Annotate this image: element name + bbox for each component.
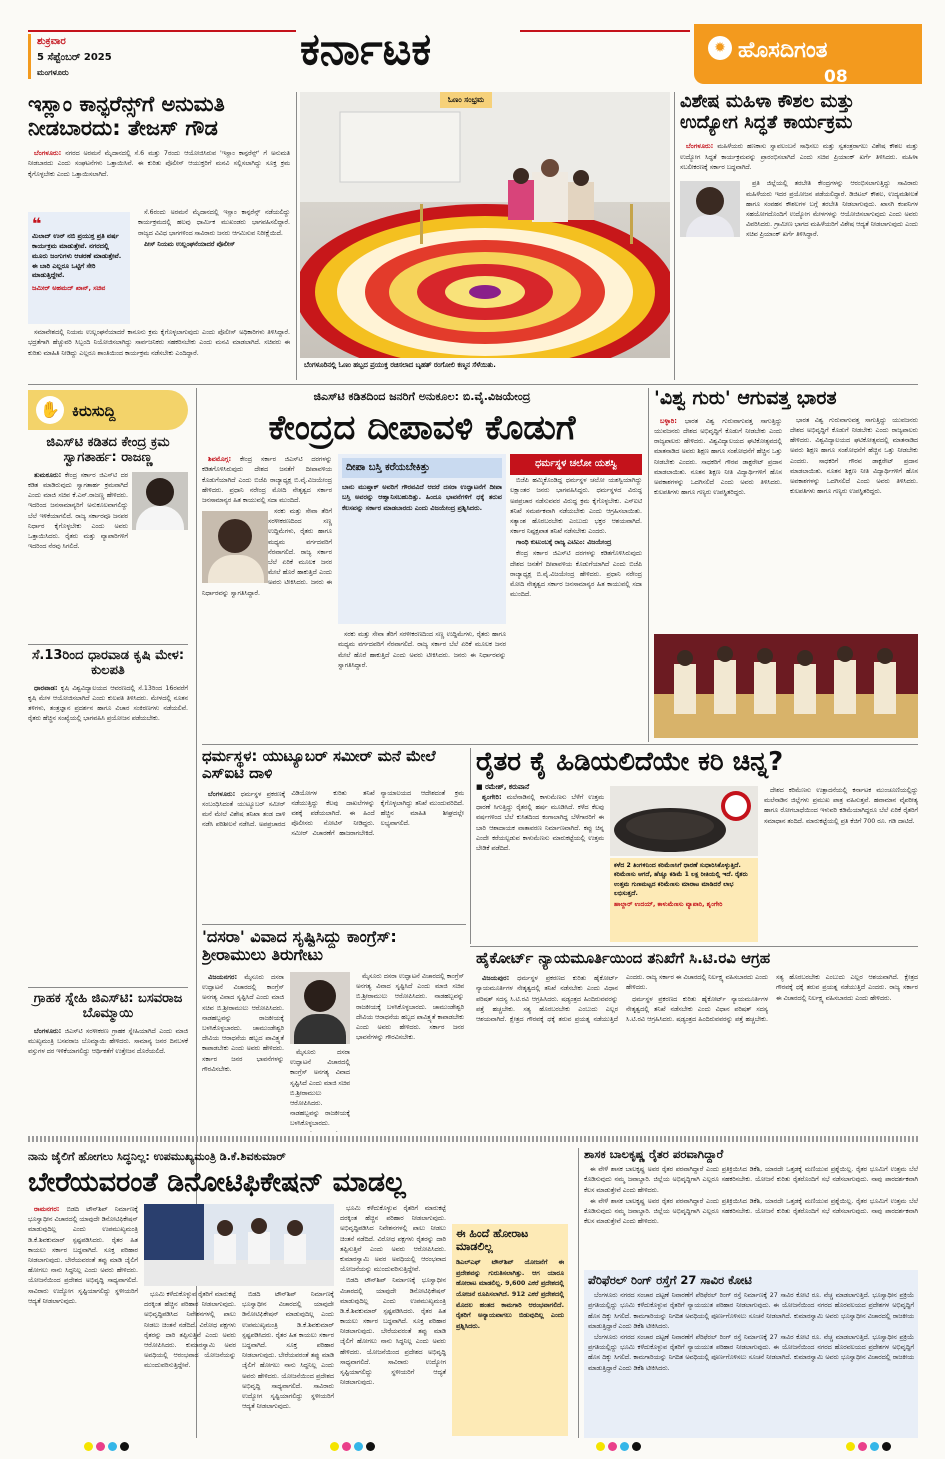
dateline: ಬೆಂಗಳೂರು: [34, 1026, 62, 1035]
minister-photo [680, 181, 740, 237]
person-icon [146, 478, 174, 506]
body-text: ಕೇಂದ್ರ ಸರ್ಕಾರ ಜಿಎಸ್‌ಟಿ ದರ ಕಡಿತ ಮಾಡಿರುವುದು ಸ್ವಾಗತಾರ್ಹ ಕ್ರಮವಾಗಿದೆ ಎಂದು ಮಾಜಿ ಸಚಿವ ಕೆ.ಎನ್.ರಾಜಣ್ಣ ಹೇಳಿದರು. ಇದರಿಂದ ಜನಸಾಮಾನ್ಯರಿಗೆ ಅನುಕೂಲವಾಗಲಿದ್ದು ಬೆಲೆ ಇಳಿಕೆಯಾಗಲಿದೆ. ರಾಜ್ಯ ಸರ್ಕಾರವೂ ಜನಪರ ನಿರ್ಧಾರ ಕೈಗೊಳ್ಳಬೇಕು ಎಂದು ಅವರು ಒತ್ತಾಯಿಸಿದರು. ರೈತರು ಮತ್ತು ವ್ಯಾಪಾರಿಗಳಿಗೆ ಇದರಿಂದ ನೆರವು ಸಿಗಲಿದೆ. [28, 471, 128, 551]
masthead-rule-left [28, 30, 296, 32]
dateline: ಬೆಂಗಳೂರು: [208, 789, 236, 798]
lead-columns [202, 454, 642, 734]
registration-marks-far-right [846, 1442, 906, 1454]
article-islam-conference [28, 92, 290, 382]
dateline: ವಿಜಯನಗರ: [208, 973, 238, 981]
body-text: ನಗರದ ಅರಮನೆ ಮೈದಾನದಲ್ಲಿ ಸೆ.6 ಮತ್ತು 7ರಂದು ಆಯೋಜಿಸಿರುವ 'ಇಸ್ಲಾಂ ಕಾನ್ಫರೆನ್ಸ್' ಗೆ ಅನುಮತಿ ನೀಡಬಾರದು ಎಂದು ಸಂಘಟನೆಗಳು ಒತ್ತಾಯಿಸಿವೆ. ಈ ಕುರಿತು ಪೊಲೀಸ್ ಆಯುಕ್ತರಿಗೆ ಮನವಿ ಸಲ್ಲಿಸಲಾಗಿದ್ದು ಸೂಕ್ತ ಕ್ರಮ ಕೈಗೊಳ್ಳಬೇಕು ಎಂದು ಒತ್ತಾಯಿಸಲಾಗಿದೆ. [28, 150, 290, 178]
article-col-4 [340, 1204, 446, 1436]
body-text: ಸಮಾವೇಶದಲ್ಲಿ ನಿಯಮ ಉಲ್ಲಂಘನೆಯಾದರೆ ಕಾನೂನು ಕ್ರಮ ಕೈಗೊಳ್ಳಲಾಗುವುದು ಎಂದು ಪೊಲೀಸ್ ಅಧಿಕಾರಿಗಳು ತಿಳಿಸಿದ್ದಾರೆ. ಭದ್ರತೆಗಾಗಿ ಹೆಚ್ಚುವರಿ ಸಿಬ್ಬಂದಿ ನಿಯೋಜಿಸಲಾಗಿದ್ದು ಸಾರ್ವಜನಿಕರು ಸಹಕರಿಸಬೇಕು ಎಂದು ಮನವಿ ಮಾಡಲಾಗಿದೆ. ಸಚಿವರು ಈ ಕುರಿತು ಮಾಹಿತಿ ನೀಡಿದ್ದು ಎಲ್ಲರೂ ಶಾಂತಿಯಿಂದ ಕಾರ್ಯಕ್ರಮ ನಡೆಸಬೇಕು ಎಂದಿದ್ದಾರೆ. [28, 329, 290, 357]
box-body: ಡಿಎಲ್ಎಫ್ ಟೌನ್‌ಶಿಪ್ ಯೋಜನೆಗೆ ಈ ಪ್ರದೇಶವನ್ನು ಗುರುತಿಸಲಾಗಿತ್ತು. ಆಗ ಯಾರೂ ಹೋರಾಟ ಮಾಡಲಿಲ್ಲ. 9,600 ಎಕರೆ ಪ್ರದೇಶದಲ್ಲಿ ಯೋಜನೆ ರೂಪಿಸಲಾಗಿದೆ. 912 ಎಕರೆ ಪ್ರದೇಶದಲ್ಲಿ ಮೊದಲ ಹಂತದ ಕಾಮಗಾರಿ ಆರಂಭವಾಗಲಿದೆ. ರೈತರಿಗೆ ಅನ್ಯಾಯವಾಗಲು ಬಿಡುವುದಿಲ್ಲ ಎಂದು ಪ್ರಶ್ನಿಸಿದರು. [456, 1258, 564, 1330]
divider [28, 987, 188, 988]
body-text: ಸರಕು ಮತ್ತು ಸೇವಾ ತೆರಿಗೆ ಸರಳೀಕರಣದಿಂದ ಸಣ್ಣ ಉದ್ದಿಮೆಗಳು, ರೈತರು ಹಾಗೂ ಮಧ್ಯಮ ವರ್ಗದವರಿಗೆ ನೆರವಾಗಲಿದೆ. ರಾಜ್ಯ ಸರ್ಕಾರ ಬೆಲೆ ಏರಿಕೆ ಮೂಲಕ ಜನರ ಮೇಲೆ ಹೊರೆ ಹಾಕುತ್ತಿದೆ ಎಂದು ಅವರು ಟೀಕಿಸಿದರು. ಜನರು ಈ ನಿರ್ಧಾರವನ್ನು ಸ್ವಾಗತಿಸಿದ್ದಾರೆ. [202, 508, 332, 597]
subhead: ಗಾಂಧಿ ಕುಟುಂಬಕ್ಕೆ ರಾಜ್ಯ ಎಟಿಎಂ: ವಿಜಯೇಂದ್ರ [516, 539, 612, 547]
quote-box [28, 212, 130, 324]
masthead-city: ಮಂಗಳೂರು [37, 68, 69, 77]
brand-badge [694, 24, 922, 87]
masthead-rule-right [520, 30, 690, 32]
divider [296, 92, 297, 380]
side-box [452, 1224, 568, 1436]
body-text: ಕೇಂದ್ರ ಸರ್ಕಾರ ಜಿಎಸ್‌ಟಿ ದರಗಳನ್ನು ಕಡಿತಗೊಳಿಸಿರುವುದು ದೇಶದ ಜನತೆಗೆ ದೀಪಾವಳಿಯ ಕೊಡುಗೆಯಾಗಿದೆ ಎಂದು ಬಿಜೆಪಿ ರಾಜ್ಯಾಧ್ಯಕ್ಷ ಬಿ.ವೈ.ವಿಜಯೇಂದ್ರ ಹೇಳಿದರು. ಪ್ರಧಾನಿ ನರೇಂದ್ರ ಮೋದಿ ನೇತೃತ್ವದ ಸರ್ಕಾರ ಜನಸಾಮಾನ್ಯರ ಹಿತ ಕಾಯುವಲ್ಲಿ ಸದಾ ಮುಂದಿದೆ. [510, 550, 642, 599]
body-text: ಮಲೆನಾಡಿನಲ್ಲಿ ಕಾಳುಮೆಣಸು ಬೆಳೆಗೆ ಉತ್ತಮ ಧಾರಣೆ ಸಿಗುತ್ತಿದ್ದು ರೈತರಲ್ಲಿ ಹರ್ಷ ಮೂಡಿಸಿದೆ. ಕಳೆದ ಕೆಲವು ವರ್ಷಗಳಿಂದ ಬೆಲೆ ಕುಸಿತದಿಂದ ಕಂಗಾಲಾಗಿದ್ದ ಬೆಳೆಗಾರರಿಗೆ ಈ ಬಾರಿ ಆಶಾದಾಯಕ ವಾತಾವರಣ ನಿರ್ಮಾಣವಾಗಿದೆ. ಕಪ್ಪು ಚಿನ್ನ ಎಂದೇ ಕರೆಯಲ್ಪಡುವ ಕಾಳುಮೆಣಸು ಮಾರುಕಟ್ಟೆಯಲ್ಲಿ ಉತ್ತಮ ಬೇಡಿಕೆ ಪಡೆದಿದೆ. [476, 794, 604, 852]
person-icon [304, 980, 336, 1012]
subhead: ಪೀಸ್ ನಿಯಮ ಉಲ್ಲಂಘನೆಯಾದರೆ ಪೊಲೀಸ್ [144, 240, 235, 248]
article-col-1 [28, 1204, 138, 1436]
article-body [680, 141, 918, 179]
article-body-2 [746, 179, 918, 369]
dateline: ಶಿವಮೊಗ್ಗ: [208, 455, 232, 464]
quote-author: ಹಾಲ್ದಾರ್ ಉದಯ್, ಕಾಳುಮೆಣಸು ವ್ಯಾಪಾರಿ, ಶೃಂಗೇರಿ [614, 901, 723, 909]
person-icon [696, 187, 724, 215]
section-title: ಕರ್ನಾಟಕ [300, 24, 432, 75]
divider [28, 384, 918, 385]
article-black-gold [476, 748, 918, 944]
body-text: ಭೂಮಿ ಕಳೆದುಕೊಳ್ಳುವ ರೈತರಿಗೆ ಮಾರುಕಟ್ಟೆ ದರಕ್ಕಿಂತ ಹೆಚ್ಚಿನ ಪರಿಹಾರ ನೀಡಲಾಗುವುದು. ಅಭಿವೃದ್ಧಿಪಡಿಸಿದ ನಿವೇಶನಗಳಲ್ಲಿ ಪಾಲು ನೀಡಲು ಚಿಂತನೆ ನಡೆದಿದೆ. ವಿರೋಧ ಪಕ್ಷಗಳು ರೈತರನ್ನು ದಾರಿ ತಪ್ಪಿಸುತ್ತಿವೆ ಎಂದು ಅವರು ಆರೋಪಿಸಿದರು. ಕುಮಾರಸ್ವಾಮಿ ಅವರ ಅವಧಿಯಲ್ಲಿ ಆರಂಭವಾದ ಯೋಜನೆಯನ್ನು ಮುಂದುವರಿಸುತ್ತಿದ್ದೇವೆ. [144, 1291, 236, 1370]
body-text: ಬಿಡದಿ ಟೌನ್‌ಶಿಪ್ ನಿರ್ಮಾಣಕ್ಕೆ ಭೂಸ್ವಾಧೀನ ವಿಚಾರದಲ್ಲಿ ಯಾವುದೇ ಡಿನೋಟಿಫಿಕೇಷನ್ ಮಾಡುವುದಿಲ್ಲ ಎಂದು ಉಪಮುಖ್ಯಮಂತ್ರಿ ಡಿ.ಕೆ.ಶಿವಕುಮಾರ್ ಸ್ಪಷ್ಟಪಡಿಸಿದರು. ರೈತರ ಹಿತ ಕಾಯಲು ಸರ್ಕಾರ ಬದ್ಧವಾಗಿದೆ. ಸೂಕ್ತ ಪರಿಹಾರ ನೀಡಲಾಗುವುದು. ಬೇರೆಯವರಂತೆ ತಪ್ಪು ಮಾಡಿ ಜೈಲಿಗೆ ಹೋಗಲು ನಾನು ಸಿದ್ಧನಿಲ್ಲ ಎಂದು ಅವರು ಹೇಳಿದರು. ಯೋಜನೆಯಿಂದ ಪ್ರದೇಶದ ಅಭಿವೃದ್ಧಿ ಸಾಧ್ಯವಾಗಲಿದೆ. ಸಾವಿರಾರು ಉದ್ಯೋಗ ಸೃಷ್ಟಿಯಾಗಲಿದ್ದು ಸ್ಥಳೀಯರಿಗೆ ಆದ್ಯತೆ ನೀಡಲಾಗುವುದು. [242, 1291, 334, 1411]
article-headline: 'ವಿಶ್ವ ಗುರು' ಆಗುವತ್ತ ಭಾರತ [654, 388, 837, 409]
lead-col-1 [202, 454, 332, 734]
sriramulu-photo [290, 972, 350, 1044]
registration-marks-left [84, 1442, 144, 1454]
convocation-image [654, 634, 918, 738]
quote-author: ಜಮೀರ್ ಅಹಮದ್ ಖಾನ್, ಸಚಿವ [32, 284, 106, 293]
masthead [0, 0, 945, 92]
press-meet-photo [144, 1204, 334, 1286]
body-text: ಧರ್ಮಸ್ಥಳ ಪ್ರಕರಣಕ್ಕೆ ಸಂಬಂಧಿಸಿದಂತೆ ಯುಟ್ಯೂಬರ್ ಸಮೀರ್ ಮನೆ ಮೇಲೆ ವಿಶೇಷ ತನಿಖಾ ತಂಡ ದಾಳಿ ನಡೆಸಿ ಪರಿಶೀಲನೆ ನಡೆಸಿದೆ. ಅಪಪ್ರಚಾರದ ವಿಡಿಯೋಗಳ ಕುರಿತು ತನಿಖೆ ನಡೆಯುತ್ತಿದ್ದು ಕೆಲವು ದಾಖಲೆಗಳನ್ನು ವಶಕ್ಕೆ ಪಡೆಯಲಾಗಿದೆ. ಈ ಹಿಂದೆ ಪೊಲೀಸರು ನೋಟಿಸ್ ನೀಡಿದ್ದರು. ಸಮೀರ್ ವಿಚಾರಣೆಗೆ ಹಾಜರಾಗಬೇಕಿದೆ. ನ್ಯಾಯಾಲಯದ ಆದೇಶದಂತೆ ಕ್ರಮ ಕೈಗೊಳ್ಳಲಾಗಿದ್ದು ತನಿಖೆ ಮುಂದುವರಿದಿದೆ. ಹೆಚ್ಚಿನ ಮಾಹಿತಿ ಶೀಘ್ರದಲ್ಲೇ ಲಭ್ಯವಾಗಲಿದೆ. [202, 789, 464, 838]
quote-text: ಮಿಲಾದ್ ಉನ್ ನಬಿ ಪ್ರಯುಕ್ತ ಪ್ರತಿ ವರ್ಷ ಕಾರ್ಯಕ್ರಮ ಮಾಡುತ್ತೇವೆ. ನಗರದಲ್ಲಿ ಮೂರು ಜಂಗುಗಳು ಆಚರಣೆ ಮಾಡುತ್ತೇವೆ. ಈ ಬಾರಿ ಎಲ್ಲರೂ ಒಟ್ಟಿಗೆ ಸೇರಿ ಮಾಡುತ್ತಿದ್ದೇವೆ. [32, 232, 122, 280]
article-dasara [202, 928, 464, 1134]
pepper-image [610, 786, 758, 856]
registration-marks-center [330, 1442, 390, 1454]
article-body-2 [138, 208, 290, 278]
brief-headline: ಜಿಎಸ್‌ಟಿ ಕಡಿತದ ಕೇಂದ್ರ ಕ್ರಮ ಸ್ವಾಗತಾರ್ಹ: ರಾಜಣ್ಣ [46, 435, 170, 465]
article-headline: ಬೇರೆಯವರಂತೆ ಡಿನೋಟಿಫಿಕೇಷನ್ ಮಾಡಲ್ಲ [28, 1167, 406, 1199]
rangoli-image [300, 92, 670, 358]
body-text: ಮಹಿಳೆಯರು ಹಣಕಾಸು ಸ್ವಾವಲಂಬನೆ ಸಾಧಿಸಲು ಮತ್ತು ಸ್ವತಂತ್ರರಾಗಲು ವಿಶೇಷ ಕೌಶಲ ಮತ್ತು ಉದ್ಯೋಗ ಸಿದ್ಧತೆ ಕಾರ್ಯಕ್ರಮವನ್ನು ಪ್ರಾರಂಭಿಸಲಾಗಿದೆ ಎಂದು ಸಚಿವ ಪ್ರಿಯಾಂಕ್ ಖರ್ಗೆ ತಿಳಿಸಿದರು. ಮಹಿಳಾ ಸಬಲೀಕರಣಕ್ಕೆ ಸರ್ಕಾರ ಬದ್ಧವಾಗಿದೆ. [680, 143, 918, 171]
quote-icon: ❝ [32, 214, 42, 234]
body-text: ಸರಕು ಮತ್ತು ಸೇವಾ ತೆರಿಗೆ ಸರಳೀಕರಣದಿಂದ ಸಣ್ಣ ಉದ್ದಿಮೆಗಳು, ರೈತರು ಹಾಗೂ ಮಧ್ಯಮ ವರ್ಗದವರಿಗೆ ನೆರವಾಗಲಿದೆ. ರಾಜ್ಯ ಸರ್ಕಾರ ಬೆಲೆ ಏರಿಕೆ ಮೂಲಕ ಜನರ ಮೇಲೆ ಹೊರೆ ಹಾಕುತ್ತಿದೆ ಎಂದು ಅವರು ಟೀಕಿಸಿದರು. ಜನರು ಈ ನಿರ್ಧಾರವನ್ನು ಸ್ವಾಗತಿಸಿದ್ದಾರೆ. [338, 631, 506, 669]
article-col-2 [290, 1048, 350, 1132]
article-body [28, 148, 290, 208]
divider [648, 388, 649, 742]
dateline: ವಿಜಯಪುರ: [482, 974, 510, 983]
article-sit-raid [202, 748, 464, 920]
divider [674, 92, 675, 380]
brief-body [28, 683, 188, 983]
lead-kicker: ಜಿಎಸ್‌ಟಿ ಕಡಿತದಿಂದ ಜನರಿಗೆ ಅನುಕೂಲ: ಬಿ.ವೈ.ವಿಜಯೇಂದ್ರ [313, 390, 531, 403]
body-text: ಈ ವೇಳೆ ಶಾಸಕ ಬಾಲಕೃಷ್ಣ ಅವರ ರೈತರ ಪರವಾಗಿದ್ದಾರೆ ಎಂದು ಪ್ರತಿಕ್ರಿಯಿಸಿದ ಡಿಕೆಶಿ, ಯಾರದೇ ಒತ್ತಡಕ್ಕೆ ಮಣಿಯುವ ಪ್ರಶ್ನೆಯಿಲ್ಲ. ರೈತರ ಭೂಮಿಗೆ ಉತ್ತಮ ಬೆಲೆ ಕೊಡಿಸುವುದು ನಮ್ಮ ಜವಾಬ್ದಾರಿ. ಜಿಲ್ಲೆಯ ಅಭಿವೃದ್ಧಿಗಾಗಿ ಎಲ್ಲರೂ ಸಹಕರಿಸಬೇಕು. ಯೋಜನೆ ಕುರಿತು ರೈತರೊಂದಿಗೆ ಸಭೆ ನಡೆಸಲಾಗುವುದು. ನಾವು ಪಾರದರ್ಶಕವಾಗಿ ಕೆಲಸ ಮಾಡುತ್ತೇವೆ ಎಂದು ಹೇಳಿದರು. [584, 1197, 918, 1226]
body-text: ಭಾರತ ವಿಶ್ವ ಗುರುವಾಗುವತ್ತ ಸಾಗುತ್ತಿದ್ದು ಯುವಜನರು ದೇಶದ ಅಭಿವೃದ್ಧಿಗೆ ಕೊಡುಗೆ ನೀಡಬೇಕು ಎಂದು ರಾಜ್ಯಪಾಲರು ಹೇಳಿದರು. ವಿಶ್ವವಿದ್ಯಾಲಯದ ಘಟಿಕೋತ್ಸವದಲ್ಲಿ ಮಾತನಾಡಿದ ಅವರು ಶಿಕ್ಷಣ ಹಾಗೂ ಸಂಶೋಧನೆಗೆ ಹೆಚ್ಚಿನ ಒತ್ತು ನೀಡಬೇಕು ಎಂದರು. ಸಾಧಕರಿಗೆ ಗೌರವ ಡಾಕ್ಟರೇಟ್ ಪ್ರದಾನ ಮಾಡಲಾಯಿತು. ನೂತನ ಶಿಕ್ಷಣ ನೀತಿ ವಿದ್ಯಾರ್ಥಿಗಳಿಗೆ ಹೊಸ ಅವಕಾಶಗಳನ್ನು ಒದಗಿಸಲಿದೆ ಎಂದು ಅವರು ತಿಳಿಸಿದರು. ಕುಲಪತಿಗಳು ಹಾಗೂ ಗಣ್ಯರು ಉಪಸ್ಥಿತರಿದ್ದರು. [654, 417, 782, 497]
body-text: ಬೆಂಗಳೂರು ನಗರದ ಸಂಚಾರ ದಟ್ಟಣೆ ನಿವಾರಣೆಗೆ ಪೆರಿಫೆರಲ್ ರಿಂಗ್ ರಸ್ತೆ ನಿರ್ಮಾಣಕ್ಕೆ 27 ಸಾವಿರ ಕೋಟಿ ರೂ. ವೆಚ್ಚ ಮಾಡಲಾಗುತ್ತಿದೆ. ಭೂಸ್ವಾಧೀನ ಪ್ರಕ್ರಿಯೆ ಪ್ರಗತಿಯಲ್ಲಿದ್ದು ಭೂಮಿ ಕಳೆದುಕೊಳ್ಳುವ ರೈತರಿಗೆ ನ್ಯಾಯಯುತ ಪರಿಹಾರ ನೀಡಲಾಗುವುದು. ಈ ಯೋಜನೆಯಿಂದ ನಗರದ ಹೊರವಲಯದ ಪ್ರದೇಶಗಳ ಅಭಿವೃದ್ಧಿಗೆ ಹೊಸ ದಿಕ್ಕು ಸಿಗಲಿದೆ. ಕಾಮಗಾರಿಯನ್ನು ನಿಗದಿತ ಅವಧಿಯಲ್ಲಿ ಪೂರ್ಣಗೊಳಿಸಲು ಸೂಚನೆ ನೀಡಲಾಗಿದೆ. ಕುಮಾರಸ್ವಾಮಿ ಅವರು ಭೂಸ್ವಾಧೀನ ವಿಚಾರದಲ್ಲಿ ರಾಜಕೀಯ ಮಾಡುತ್ತಿದ್ದಾರೆ ಎಂದು ಡಿಕೆಶಿ ಟೀಕಿಸಿದರು. [588, 1292, 914, 1330]
article-kicker: ನಾನು ಜೈಲಿಗೆ ಹೋಗಲು ಸಿದ್ಧನಿಲ್ಲ: ಉಪಮುಖ್ಯಮಂತ್ರಿ ಡಿ.ಕೆ.ಶಿವಕುಮಾರ್ [28, 1150, 286, 1163]
article-col-1 [202, 972, 284, 1132]
kiru-suddi-label [28, 390, 188, 430]
brief-body [28, 470, 128, 640]
body-text: ದೇಶದ ಕರಿಮೆಣಸು ಉತ್ಪಾದನೆಯಲ್ಲಿ ಕರ್ನಾಟಕ ಮುಂಚೂಣಿಯಲ್ಲಿದ್ದು ಮಲೆನಾಡಿನ ಜಿಲ್ಲೆಗಳು ಪ್ರಮುಖ ಪಾತ್ರ ವಹಿಸುತ್ತವೆ. ಹವಾಮಾನ ವೈಪರೀತ್ಯ ಹಾಗೂ ರೋಗಬಾಧೆಯಿಂದ ಇಳುವರಿ ಕಡಿಮೆಯಾಗಿದ್ದರೂ ಬೆಲೆ ಏರಿಕೆ ರೈತರಿಗೆ ಸಮಾಧಾನ ತಂದಿದೆ. ಮಾರುಕಟ್ಟೆಯಲ್ಲಿ ಪ್ರತಿ ಕೆಜಿಗೆ 700 ರೂ. ಗಡಿ ದಾಟಿದೆ. [764, 787, 918, 825]
lead-box [338, 454, 506, 624]
body-text: ಬಿಡದಿ ಟೌನ್‌ಶಿಪ್ ನಿರ್ಮಾಣಕ್ಕೆ ಭೂಸ್ವಾಧೀನ ವಿಚಾರದಲ್ಲಿ ಯಾವುದೇ ಡಿನೋಟಿಫಿಕೇಷನ್ ಮಾಡುವುದಿಲ್ಲ ಎಂದು ಉಪಮುಖ್ಯಮಂತ್ರಿ ಡಿ.ಕೆ.ಶಿವಕುಮಾರ್ ಸ್ಪಷ್ಟಪಡಿಸಿದರು. ರೈತರ ಹಿತ ಕಾಯಲು ಸರ್ಕಾರ ಬದ್ಧವಾಗಿದೆ. ಸೂಕ್ತ ಪರಿಹಾರ ನೀಡಲಾಗುವುದು. ಬೇರೆಯವರಂತೆ ತಪ್ಪು ಮಾಡಿ ಜೈಲಿಗೆ ಹೋಗಲು ನಾನು ಸಿದ್ಧನಿಲ್ಲ ಎಂದು ಅವರು ಹೇಳಿದರು. ಯೋಜನೆಯಿಂದ ಪ್ರದೇಶದ ಅಭಿವೃದ್ಧಿ ಸಾಧ್ಯವಾಗಲಿದೆ. ಸಾವಿರಾರು ಉದ್ಯೋಗ ಸೃಷ್ಟಿಯಾಗಲಿದ್ದು ಸ್ಥಳೀಯರಿಗೆ ಆದ್ಯತೆ ನೀಡಲಾಗುವುದು. [28, 1206, 138, 1305]
photo-caption: ಬೆಂಗಳೂರಿನಲ್ಲಿ ಓಣಂ ಹಬ್ಬದ ಪ್ರಯುಕ್ತ ರಚಿಸಲಾದ ಬೃಹತ್ ರಂಗೋಲಿ ಕಣ್ಮನ ಸೆಳೆಯಿತು. [304, 361, 496, 369]
lead-headline: ಕೇಂದ್ರದ ದೀಪಾವಳಿ ಕೊಡುಗೆ [268, 408, 576, 449]
article-body [476, 973, 918, 1123]
article-col-3 [242, 1290, 334, 1436]
onam-rangoli-photo [300, 92, 670, 358]
article-body [588, 1291, 914, 1431]
dateline: ತುಮಕೂರು: [34, 470, 62, 479]
brand-logo-icon: ✹ [708, 36, 732, 60]
body-text: ಜಿಎಸ್‌ಟಿ ಸರಳೀಕರಣ ಗ್ರಾಹಕ ಸ್ನೇಹಿಯಾಗಿದೆ ಎಂದು ಮಾಜಿ ಮುಖ್ಯಮಂತ್ರಿ ಬಸವರಾಜ ಬೊಮ್ಮಾಯಿ ಹೇಳಿದರು. ಸಾಮಾನ್ಯ ಜನರ ದಿನಬಳಕೆ ವಸ್ತುಗಳ ದರ ಇಳಿಕೆಯಾಗಲಿದ್ದು ಆರ್ಥಿಕತೆಗೆ ಉತ್ತೇಜನ ದೊರೆಯಲಿದೆ. [28, 1027, 188, 1055]
body-text: ಧರ್ಮಸ್ಥಳ ಪ್ರಕರಣದ ಕುರಿತು ಹೈಕೋರ್ಟ್ ನ್ಯಾಯಮೂರ್ತಿಗಳ ನೇತೃತ್ವದಲ್ಲಿ ತನಿಖೆ ನಡೆಸಬೇಕು ಎಂದು ವಿಧಾನ ಪರಿಷತ್ ಸದಸ್ಯ ಸಿ.ಟಿ.ರವಿ ಆಗ್ರಹಿಸಿದರು. ಷಡ್ಯಂತ್ರದ ಹಿಂದಿರುವವರನ್ನು ಪತ್ತೆ ಹಚ್ಚಬೇಕು. ಸತ್ಯ ಹೊರಬರಬೇಕು ಎಂಬುದು ಎಲ್ಲರ ಆಶಯವಾಗಿದೆ. ಕ್ಷೇತ್ರದ ಗೌರವಕ್ಕೆ ಧಕ್ಕೆ ತರುವ ಪ್ರಯತ್ನ ನಡೆಯುತ್ತಿದೆ ಎಂದರು. ರಾಜ್ಯ ಸರ್ಕಾರ ಈ ವಿಚಾರದಲ್ಲಿ ನಿರ್ಲಕ್ಷ್ಯ ವಹಿಸಬಾರದು ಎಂದು ಹೇಳಿದರು. [476, 974, 769, 1023]
article-body [584, 1165, 918, 1257]
press-meet-image [144, 1204, 334, 1286]
masthead-date: 5 ಸೆಪ್ಟೆಂಬರ್ 2025 [37, 51, 112, 63]
article-col-3 [764, 786, 918, 942]
page-number: 08 [824, 67, 848, 87]
article-headline: ಧರ್ಮಸ್ಥಳ: ಯುಟ್ಯೂಬರ್ ಸಮೀರ್ ಮನೆ ಮೇಲೆ ಎಸ್ಐಟಿ ದಾಳಿ [202, 748, 436, 783]
article-ring-road [584, 1270, 918, 1438]
article-headline: ಶಾಸಕ ಬಾಲಕೃಷ್ಣ ರೈತರ ಪರವಾಗಿದ್ದಾರೆ [584, 1148, 724, 1161]
box-body: ಬಾನು ಮುಷ್ತಾಕ್ ಅವರಿಗೆ ಗೌರವವಿದೆ ಆದರೆ ದಸರಾ ಉದ್ಘಾಟನೆಗೆ ದೀಪಾ ಬಸ್ತಿ ಅವರನ್ನು ಆಹ್ವಾನಿಸಬಹುದಿತ್ತು. ಹಿಂದೂ ಭಾವನೆಗಳಿಗೆ ಧಕ್ಕೆ ತರುವ ಕೆಲಸವನ್ನು ಸರ್ಕಾರ ಮಾಡಬಾರದು ಎಂದು ವಿಜಯೇಂದ್ರ ಪ್ರಶ್ನಿಸಿದರು. [342, 482, 502, 513]
article-col-1 [476, 792, 604, 942]
body-text: ಬೆಂಗಳೂರು ನಗರದ ಸಂಚಾರ ದಟ್ಟಣೆ ನಿವಾರಣೆಗೆ ಪೆರಿಫೆರಲ್ ರಿಂಗ್ ರಸ್ತೆ ನಿರ್ಮಾಣಕ್ಕೆ 27 ಸಾವಿರ ಕೋಟಿ ರೂ. ವೆಚ್ಚ ಮಾಡಲಾಗುತ್ತಿದೆ. ಭೂಸ್ವಾಧೀನ ಪ್ರಕ್ರಿಯೆ ಪ್ರಗತಿಯಲ್ಲಿದ್ದು ಭೂಮಿ ಕಳೆದುಕೊಳ್ಳುವ ರೈತರಿಗೆ ನ್ಯಾಯಯುತ ಪರಿಹಾರ ನೀಡಲಾಗುವುದು. ಈ ಯೋಜನೆಯಿಂದ ನಗರದ ಹೊರವಲಯದ ಪ್ರದೇಶಗಳ ಅಭಿವೃದ್ಧಿಗೆ ಹೊಸ ದಿಕ್ಕು ಸಿಗಲಿದೆ. ಕಾಮಗಾರಿಯನ್ನು ನಿಗದಿತ ಅವಧಿಯಲ್ಲಿ ಪೂರ್ಣಗೊಳಿಸಲು ಸೂಚನೆ ನೀಡಲಾಗಿದೆ. ಕುಮಾರಸ್ವಾಮಿ ಅವರು ಭೂಸ್ವಾಧೀನ ವಿಚಾರದಲ್ಲಿ ರಾಜಕೀಯ ಮಾಡುತ್ತಿದ್ದಾರೆ ಎಂದು ಡಿಕೆಶಿ ಟೀಕಿಸಿದರು. [588, 1333, 914, 1372]
article-balakrishna [584, 1148, 918, 1266]
article-body [654, 416, 918, 628]
registration-marks-right [596, 1442, 656, 1454]
article-ct-ravi [476, 950, 918, 1134]
rajanna-photo [132, 472, 188, 530]
article-vishwa-guru [654, 388, 918, 740]
article-women-skill [680, 92, 918, 382]
vijayendra-photo [202, 511, 268, 583]
divider [470, 748, 471, 944]
article-headline: ಇಸ್ಲಾಂ ಕಾನ್ಫರೆನ್ಸ್‌ಗೆ ಅನುಮತಿ ನೀಡಬಾರದು: ತೇಜಸ್ ಗೌಡ [28, 92, 225, 141]
lead-col-3 [510, 476, 642, 734]
divider [202, 924, 466, 925]
article-body-3 [28, 328, 290, 382]
quote-box [610, 858, 758, 942]
dateline: ಬೆಂಗಳೂರು: [686, 142, 714, 151]
body-text: ಸೆ.6ರಂದು ಅರಮನೆ ಮೈದಾನದಲ್ಲಿ ಇಸ್ಲಾಂ ಕಾನ್ಫರೆನ್ಸ್ ನಡೆಯಲಿದ್ದು ಕಾರ್ಯಕ್ರಮದಲ್ಲಿ ಹಲವು ಧಾರ್ಮಿಕ ಮುಖಂಡರು ಭಾಗವಹಿಸಲಿದ್ದಾರೆ. ರಾಜ್ಯದ ವಿವಿಧ ಭಾಗಗಳಿಂದ ಸಾವಿರಾರು ಜನರು ಆಗಮಿಸುವ ನಿರೀಕ್ಷೆಯಿದೆ. [138, 209, 290, 237]
byline-text: ರಮೇಶ್, ಕರುವಾನೆ [485, 782, 530, 791]
byline: ■ ರಮೇಶ್, ಕರುವಾನೆ [476, 782, 530, 791]
article-dk-shivakumar [28, 1148, 568, 1438]
body-text: ಬಿಡದಿ ಟೌನ್‌ಶಿಪ್ ನಿರ್ಮಾಣಕ್ಕೆ ಭೂಸ್ವಾಧೀನ ವಿಚಾರದಲ್ಲಿ ಯಾವುದೇ ಡಿನೋಟಿಫಿಕೇಷನ್ ಮಾಡುವುದಿಲ್ಲ ಎಂದು ಉಪಮುಖ್ಯಮಂತ್ರಿ ಡಿ.ಕೆ.ಶಿವಕುಮಾರ್ ಸ್ಪಷ್ಟಪಡಿಸಿದರು. ರೈತರ ಹಿತ ಕಾಯಲು ಸರ್ಕಾರ ಬದ್ಧವಾಗಿದೆ. ಸೂಕ್ತ ಪರಿಹಾರ ನೀಡಲಾಗುವುದು. ಬೇರೆಯವರಂತೆ ತಪ್ಪು ಮಾಡಿ ಜೈಲಿಗೆ ಹೋಗಲು ನಾನು ಸಿದ್ಧನಿಲ್ಲ ಎಂದು ಅವರು ಹೇಳಿದರು. ಯೋಜನೆಯಿಂದ ಪ್ರದೇಶದ ಅಭಿವೃದ್ಧಿ ಸಾಧ್ಯವಾಗಲಿದೆ. ಸಾವಿರಾರು ಉದ್ಯೋಗ ಸೃಷ್ಟಿಯಾಗಲಿದ್ದು ಸ್ಥಳೀಯರಿಗೆ ಆದ್ಯತೆ ನೀಡಲಾಗುವುದು. [340, 1277, 446, 1387]
pepper-photo [610, 786, 758, 856]
body-text: ಈ ವೇಳೆ ಶಾಸಕ ಬಾಲಕೃಷ್ಣ ಅವರ ರೈತರ ಪರವಾಗಿದ್ದಾರೆ ಎಂದು ಪ್ರತಿಕ್ರಿಯಿಸಿದ ಡಿಕೆಶಿ, ಯಾರದೇ ಒತ್ತಡಕ್ಕೆ ಮಣಿಯುವ ಪ್ರಶ್ನೆಯಿಲ್ಲ. ರೈತರ ಭೂಮಿಗೆ ಉತ್ತಮ ಬೆಲೆ ಕೊಡಿಸುವುದು ನಮ್ಮ ಜವಾಬ್ದಾರಿ. ಜಿಲ್ಲೆಯ ಅಭಿವೃದ್ಧಿಗಾಗಿ ಎಲ್ಲರೂ ಸಹಕರಿಸಬೇಕು. ಯೋಜನೆ ಕುರಿತು ರೈತರೊಂದಿಗೆ ಸಭೆ ನಡೆಸಲಾಗುವುದು. ನಾವು ಪಾರದರ್ಶಕವಾಗಿ ಕೆಲಸ ಮಾಡುತ್ತೇವೆ ಎಂದು ಹೇಳಿದರು. [584, 1166, 918, 1194]
masthead-date-block [28, 34, 168, 79]
quote-text: ಕಳೆದ 2 ತಿಂಗಳಿನಿಂದ ಕರಿಮೆಣಸಿಗೆ ಧಾರಣೆ ಸುಧಾರಿಸಿಕೊಳ್ಳುತ್ತಿದೆ. ಕರಿಮೆಣಸು ಆಗದೆ, ಹೆಚ್ಚೂ ಕಡಿಮೆ 1 ಲಕ್ಷ ರೀತಿಯಲ್ಲಿ ಇದೆ. ರೈತರು ಉತ್ತಮ ಗುಣಮಟ್ಟದ ಕರಿಮೆಣಸು ಮಾರಾಟ ಮಾಡಿದರೆ ಲಾಭ ಲಭಿಸುತ್ತದೆ. [614, 862, 748, 897]
onam-photo-block [300, 92, 670, 380]
divider [470, 946, 918, 947]
article-body [202, 789, 464, 909]
dateline: ಶೃಂಗೇರಿ: [482, 793, 502, 801]
masthead-day: ಶುಕ್ರವಾರ [37, 36, 66, 47]
body-text: ಭೂಮಿ ಕಳೆದುಕೊಳ್ಳುವ ರೈತರಿಗೆ ಮಾರುಕಟ್ಟೆ ದರಕ್ಕಿಂತ ಹೆಚ್ಚಿನ ಪರಿಹಾರ ನೀಡಲಾಗುವುದು. ಅಭಿವೃದ್ಧಿಪಡಿಸಿದ ನಿವೇಶನಗಳಲ್ಲಿ ಪಾಲು ನೀಡಲು ಚಿಂತನೆ ನಡೆದಿದೆ. ವಿರೋಧ ಪಕ್ಷಗಳು ರೈತರನ್ನು ದಾರಿ ತಪ್ಪಿಸುತ್ತಿವೆ ಎಂದು ಅವರು ಆರೋಪಿಸಿದರು. ಕುಮಾರಸ್ವಾಮಿ ಅವರ ಅವಧಿಯಲ್ಲಿ ಆರಂಭವಾದ ಯೋಜನೆಯನ್ನು ಮುಂದುವರಿಸುತ್ತಿದ್ದೇವೆ. [340, 1205, 446, 1274]
dateline: ಬೆಂಗಳೂರು: [34, 149, 62, 158]
article-headline: ಪೆರಿಫೆರಲ್ ರಿಂಗ್ ರಸ್ತೆಗೆ 27 ಸಾವಿರ ಕೋಟಿ [588, 1273, 752, 1287]
article-headline: 'ದಸರಾ' ವಿವಾದ ಸೃಷ್ಟಿಸಿದ್ದು ಕಾಂಗ್ರೆಸ್: ಶ್ರೀರಾಮುಲು ತಿರುಗೇಟು [202, 928, 397, 965]
dharmasthala-tag: ಧರ್ಮಸ್ಥಳ ಚಲೋ ಯಶಸ್ವಿ [510, 454, 642, 475]
divider [578, 1148, 579, 1438]
brief-headline: ಸೆ.13ರಿಂದ ಧಾರವಾಡ ಕೃಷಿ ಮೇಳ: ಕುಲಪತಿ [31, 647, 185, 678]
body-text: ಮೈಸೂರು ದಸರಾ ಉದ್ಘಾಟನೆ ವಿಚಾರದಲ್ಲಿ ಕಾಂಗ್ರೆಸ್ ಅನಗತ್ಯ ವಿವಾದ ಸೃಷ್ಟಿಸಿದೆ ಎಂದು ಮಾಜಿ ಸಚಿವ ಬಿ.ಶ್ರೀರಾಮುಲು ಆರೋಪಿಸಿದರು. ನಾಡಹಬ್ಬವನ್ನು ರಾಜಕೀಯಕ್ಕೆ ಬಳಸಿಕೊಳ್ಳಬಾರದು. ಚಾಮುಂಡೇಶ್ವರಿ ದೇವಿಯ ಆರಾಧನೆಯ ಹಬ್ಬದ ಪಾವಿತ್ರ್ಯತೆ ಕಾಪಾಡಬೇಕು ಎಂದು ಅವರು ಹೇಳಿದರು. ಸರ್ಕಾರ ಜನರ ಭಾವನೆಗಳನ್ನು ಗೌರವಿಸಬೇಕು. [356, 973, 464, 1042]
box-headline: ದೀಪಾ ಬಸ್ತಿ ಕರೆಯಬೇಕಿತ್ತು [342, 458, 502, 478]
hand-icon: ✋ [36, 396, 64, 424]
body-text: ಧರ್ಮಸ್ಥಳ ಪ್ರಕರಣದ ಕುರಿತು ಹೈಕೋರ್ಟ್ ನ್ಯಾಯಮೂರ್ತಿಗಳ ನೇತೃತ್ವದಲ್ಲಿ ತನಿಖೆ ನಡೆಸಬೇಕು ಎಂದು ವಿಧಾನ ಪರಿಷತ್ ಸದಸ್ಯ ಸಿ.ಟಿ.ರವಿ ಆಗ್ರಹಿಸಿದರು. ಷಡ್ಯಂತ್ರದ ಹಿಂದಿರುವವರನ್ನು ಪತ್ತೆ ಹಚ್ಚಬೇಕು. ಸತ್ಯ ಹೊರಬರಬೇಕು ಎಂಬುದು ಎಲ್ಲರ ಆಶಯವಾಗಿದೆ. ಕ್ಷೇತ್ರದ ಗೌರವಕ್ಕೆ ಧಕ್ಕೆ ತರುವ ಪ್ರಯತ್ನ ನಡೆಯುತ್ತಿದೆ ಎಂದರು. ರಾಜ್ಯ ಸರ್ಕಾರ ಈ ವಿಚಾರದಲ್ಲಿ ನಿರ್ಲಕ್ಷ್ಯ ವಹಿಸಬಾರದು ಎಂದು ಹೇಳಿದರು. [626, 974, 918, 1023]
article-col-3 [356, 972, 464, 1132]
dateline: ರಾಮನಗರ: [34, 1205, 60, 1213]
body-text: ಮೈಸೂರು ದಸರಾ ಉದ್ಘಾಟನೆ ವಿಚಾರದಲ್ಲಿ ಕಾಂಗ್ರೆಸ್ ಅನಗತ್ಯ ವಿವಾದ ಸೃಷ್ಟಿಸಿದೆ ಎಂದು ಮಾಜಿ ಸಚಿವ ಬಿ.ಶ್ರೀರಾಮುಲು ಆರೋಪಿಸಿದರು. ನಾಡಹಬ್ಬವನ್ನು ರಾಜಕೀಯಕ್ಕೆ ಬಳಸಿಕೊಳ್ಳಬಾರದು. [290, 1049, 350, 1128]
body-text: ಬಿಜೆಪಿ ಹಮ್ಮಿಕೊಂಡಿದ್ದ ಧರ್ಮಸ್ಥಳ ಚಲೋ ಯಶಸ್ವಿಯಾಗಿದ್ದು ಲಕ್ಷಾಂತರ ಜನರು ಭಾಗವಹಿಸಿದ್ದರು. ಧರ್ಮಸ್ಥಳದ ವಿರುದ್ಧ ಅಪಪ್ರಚಾರ ನಡೆಸುವವರ ವಿರುದ್ಧ ಕ್ರಮ ಕೈಗೊಳ್ಳಬೇಕು. ಎಸ್ಐಟಿ ತನಿಖೆ ಸಮರ್ಪಕವಾಗಿ ನಡೆಯಬೇಕು ಎಂದು ಆಗ್ರಹಿಸಲಾಯಿತು. ಸತ್ಯಾಂಶ ಹೊರಬರಬೇಕು ಎಂಬುದು ಭಕ್ತರ ಆಶಯವಾಗಿದೆ. ಸರ್ಕಾರ ನಿಷ್ಪಕ್ಷಪಾತ ತನಿಖೆ ನಡೆಸಬೇಕು ಎಂದರು. [510, 477, 642, 536]
article-headline: ಹೈಕೋರ್ಟ್ ನ್ಯಾಯಮೂರ್ತಿಯಿಂದ ತನಿಖೆಗೆ ಸಿ.ಟಿ.ರವಿ ಆಗ್ರಹ [476, 950, 771, 967]
divider [28, 644, 188, 645]
convocation-photo [654, 634, 918, 738]
section-label: ಕಿರುಸುದ್ದಿ [72, 402, 116, 420]
body-text: ಕೃಷಿ ವಿಶ್ವವಿದ್ಯಾಲಯದ ಆವರಣದಲ್ಲಿ ಸೆ.13ರಿಂದ 16ರವರೆಗೆ ಕೃಷಿ ಮೇಳ ಆಯೋಜಿಸಲಾಗಿದೆ ಎಂದು ಕುಲಪತಿ ತಿಳಿಸಿದರು. ಮೇಳದಲ್ಲಿ ನೂತನ ತಳಿಗಳು, ತಂತ್ರಜ್ಞಾನ ಪ್ರದರ್ಶನ ಹಾಗೂ ವಿಚಾರ ಸಂಕಿರಣಗಳು ನಡೆಯಲಿವೆ. ರೈತರು ಹೆಚ್ಚಿನ ಸಂಖ್ಯೆಯಲ್ಲಿ ಭಾಗವಹಿಸಿ ಪ್ರಯೋಜನ ಪಡೆಯಬೇಕು. [28, 684, 188, 723]
person-icon [218, 519, 252, 553]
body-text: ಕೇಂದ್ರ ಸರ್ಕಾರ ಜಿಎಸ್‌ಟಿ ದರಗಳನ್ನು ಕಡಿತಗೊಳಿಸಿರುವುದು ದೇಶದ ಜನತೆಗೆ ದೀಪಾವಳಿಯ ಕೊಡುಗೆಯಾಗಿದೆ ಎಂದು ಬಿಜೆಪಿ ರಾಜ್ಯಾಧ್ಯಕ್ಷ ಬಿ.ವೈ.ವಿಜಯೇಂದ್ರ ಹೇಳಿದರು. ಪ್ರಧಾನಿ ನರೇಂದ್ರ ಮೋದಿ ನೇತೃತ್ವದ ಸರ್ಕಾರ ಜನಸಾಮಾನ್ಯರ ಹಿತ ಕಾಯುವಲ್ಲಿ ಸದಾ ಮುಂದಿದೆ. [202, 456, 332, 504]
body-text: ಮೈಸೂರು ದಸರಾ ಉದ್ಘಾಟನೆ ವಿಚಾರದಲ್ಲಿ ಕಾಂಗ್ರೆಸ್ ಅನಗತ್ಯ ವಿವಾದ ಸೃಷ್ಟಿಸಿದೆ ಎಂದು ಮಾಜಿ ಸಚಿವ ಬಿ.ಶ್ರೀರಾಮುಲು ಆರೋಪಿಸಿದರು. ನಾಡಹಬ್ಬವನ್ನು ರಾಜಕೀಯಕ್ಕೆ ಬಳಸಿಕೊಳ್ಳಬಾರದು. ಚಾಮುಂಡೇಶ್ವರಿ ದೇವಿಯ ಆರಾಧನೆಯ ಹಬ್ಬದ ಪಾವಿತ್ರ್ಯತೆ ಕಾಪಾಡಬೇಕು ಎಂದು ಅವರು ಹೇಳಿದರು. ಸರ್ಕಾರ ಜನರ ಭಾವನೆಗಳನ್ನು ಗೌರವಿಸಬೇಕು. [202, 974, 284, 1073]
brand-name: ಹೊಸದಿಗಂತ [738, 38, 828, 63]
dateline: ಬಳ್ಳಾರಿ: [660, 416, 677, 425]
box-headline: ಈ ಹಿಂದೆ ಹೋರಾಟ ಮಾಡಲಿಲ್ಲ [456, 1227, 529, 1253]
divider [202, 744, 918, 745]
dateline: ಧಾರವಾಡ: [34, 683, 58, 692]
article-col-2 [144, 1290, 236, 1436]
article-lead-diwali [202, 388, 642, 740]
article-headline: ವಿಶೇಷ ಮಹಿಳಾ ಕೌಶಲ ಮತ್ತು ಉದ್ಯೋಗ ಸಿದ್ಧತೆ ಕಾರ್ಯಕ್ರಮ [680, 92, 855, 133]
bottom-band [28, 1136, 918, 1142]
body-text: ಪ್ರತಿ ಜಿಲ್ಲೆಯಲ್ಲಿ ತರಬೇತಿ ಕೇಂದ್ರಗಳನ್ನು ಆರಂಭಿಸಲಾಗುತ್ತಿದ್ದು ಸಾವಿರಾರು ಮಹಿಳೆಯರು ಇದರ ಪ್ರಯೋಜನ ಪಡೆಯಲಿದ್ದಾರೆ. ಡಿಜಿಟಲ್ ಕೌಶಲ, ಉದ್ಯಮಶೀಲತೆ ಹಾಗೂ ಸಂವಹನ ಕೌಶಲಗಳ ಬಗ್ಗೆ ತರಬೇತಿ ನೀಡಲಾಗುವುದು. ಖಾಸಗಿ ಕಂಪನಿಗಳ ಸಹಯೋಗದೊಂದಿಗೆ ಉದ್ಯೋಗ ಮೇಳಗಳನ್ನು ಆಯೋಜಿಸಲಾಗುವುದು ಎಂದು ಅವರು ವಿವರಿಸಿದರು. ಗ್ರಾಮೀಣ ಭಾಗದ ಮಹಿಳೆಯರಿಗೆ ವಿಶೇಷ ಆದ್ಯತೆ ನೀಡಲಾಗುವುದು ಎಂದು ಸಚಿವ ಪ್ರಿಯಾಂಕ್ ಖರ್ಗೆ ತಿಳಿಸಿದ್ದಾರೆ. [746, 180, 918, 239]
onam-tag: ಓಣಂ ಸಂಭ್ರಮ [440, 92, 492, 108]
article-headline: ರೈತರ ಕೈ ಹಿಡಿಯಲಿದೆಯೇ ಕರಿ ಚಿನ್ನ? [476, 748, 784, 777]
lead-col-2-lower [338, 630, 506, 734]
brief-headline: ಗ್ರಾಹಕ ಸ್ನೇಹಿ ಜಿಎಸ್‌ಟಿ: ಬಸವರಾಜ ಬೊಮ್ಮಾಯಿ [33, 990, 183, 1021]
body-text: ಭಾರತ ವಿಶ್ವ ಗುರುವಾಗುವತ್ತ ಸಾಗುತ್ತಿದ್ದು ಯುವಜನರು ದೇಶದ ಅಭಿವೃದ್ಧಿಗೆ ಕೊಡುಗೆ ನೀಡಬೇಕು ಎಂದು ರಾಜ್ಯಪಾಲರು ಹೇಳಿದರು. ವಿಶ್ವವಿದ್ಯಾಲಯದ ಘಟಿಕೋತ್ಸವದಲ್ಲಿ ಮಾತನಾಡಿದ ಅವರು ಶಿಕ್ಷಣ ಹಾಗೂ ಸಂಶೋಧನೆಗೆ ಹೆಚ್ಚಿನ ಒತ್ತು ನೀಡಬೇಕು ಎಂದರು. ಸಾಧಕರಿಗೆ ಗೌರವ ಡಾಕ್ಟರೇಟ್ ಪ್ರದಾನ ಮಾಡಲಾಯಿತು. ನೂತನ ಶಿಕ್ಷಣ ನೀತಿ ವಿದ್ಯಾರ್ಥಿಗಳಿಗೆ ಹೊಸ ಅವಕಾಶಗಳನ್ನು ಒದಗಿಸಲಿದೆ ಎಂದು ಅವರು ತಿಳಿಸಿದರು. ಕುಲಪತಿಗಳು ಹಾಗೂ ಗಣ್ಯರು ಉಪಸ್ಥಿತರಿದ್ದರು. [790, 416, 918, 496]
